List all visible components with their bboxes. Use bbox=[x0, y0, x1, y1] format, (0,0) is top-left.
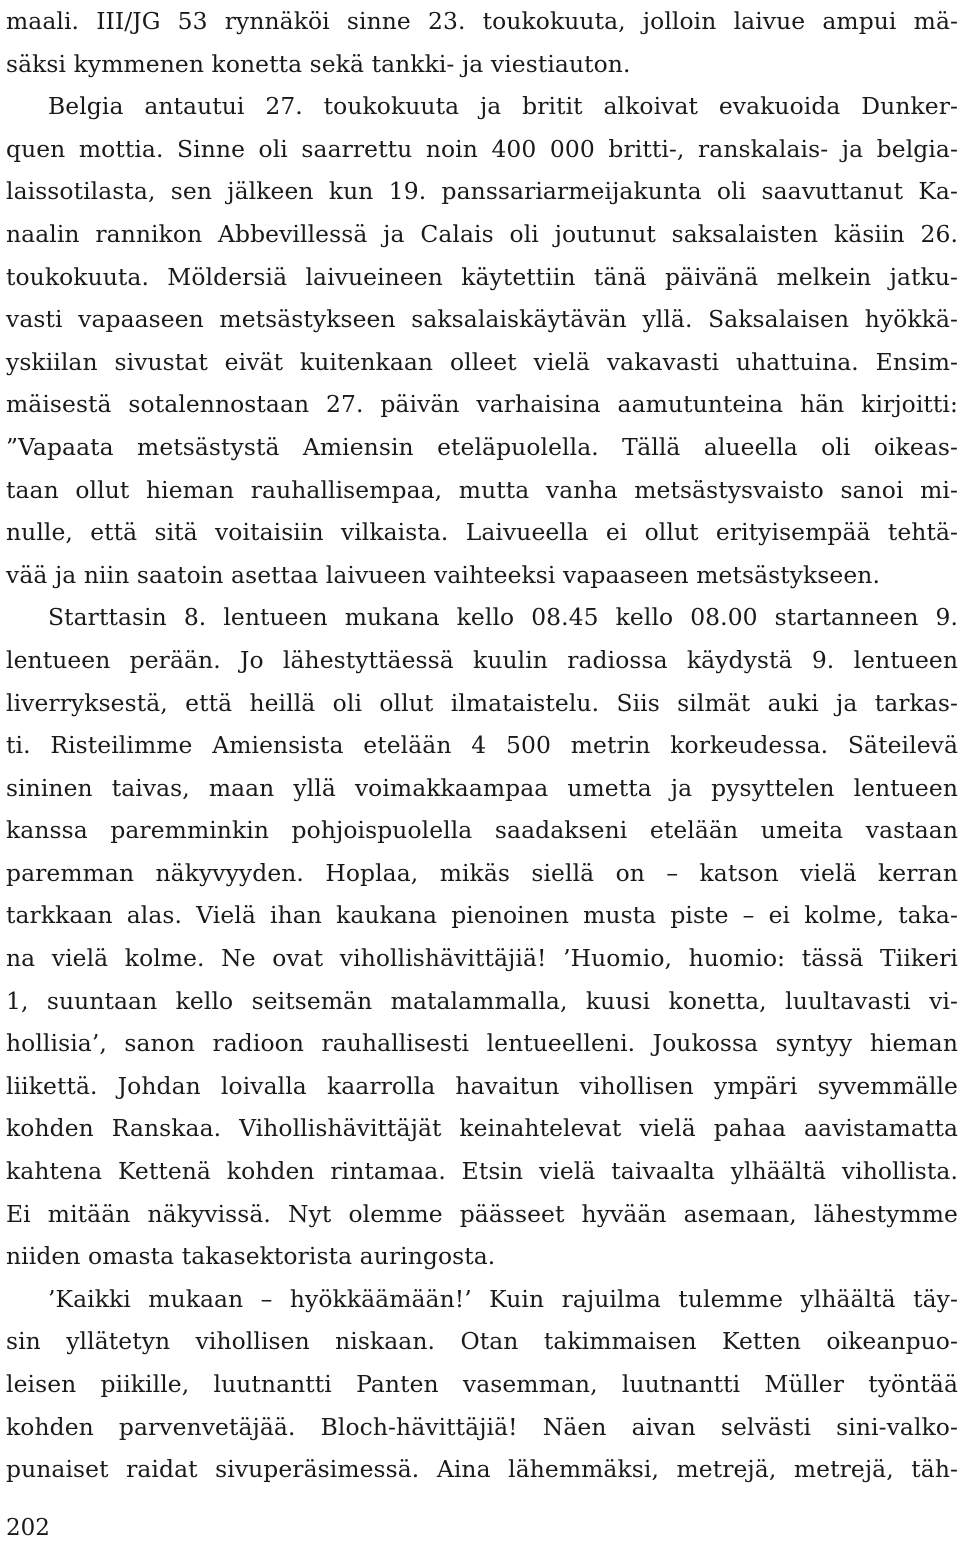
text-line: 1, suuntaan kello seitsemän matalammalla, kuusi konetta, luultavasti vi- bbox=[6, 986, 958, 1015]
text-line: Belgia antautui 27. toukokuuta ja britit alkoivat evakuoida Dunker- bbox=[48, 92, 958, 121]
text-line: kahtena Kettenä kohden rintamaa. Etsin vielä taivaalta ylhäältä vihollista. bbox=[6, 1157, 958, 1186]
text-line: naalin rannikon Abbevillessä ja Calais oli joutunut saksalaisten käsiin 26. bbox=[6, 219, 958, 248]
text-line: punaiset raidat sivuperäsimessä. Aina lähemmäksi, metrejä, metrejä, täh- bbox=[6, 1455, 958, 1484]
text-line: niiden omasta takasektorista auringosta. bbox=[6, 1242, 496, 1271]
text-line: Starttasin 8. lentueen mukana kello 08.45 kello 08.00 startanneen 9. bbox=[48, 603, 958, 632]
text-line: Ei mitään näkyvissä. Nyt olemme päässeet hyvään asemaan, lähestymme bbox=[6, 1199, 958, 1228]
text-line: liikettä. Johdan loivalla kaarrolla havaitun vihollisen ympäri syvemmälle bbox=[6, 1071, 958, 1100]
text-line: säksi kymmenen konetta sekä tankki- ja viestiauton. bbox=[6, 49, 631, 78]
text-line: vää ja niin saatoin asettaa laivueen vaihteeksi vapaaseen metsästykseen. bbox=[6, 560, 880, 589]
text-line: sininen taivas, maan yllä voimakkaampaa umetta ja pysyttelen lentueen bbox=[6, 773, 958, 802]
text-line: vasti vapaaseen metsästykseen saksalaiskäytävän yllä. Saksalaisen hyökkä- bbox=[6, 305, 958, 334]
text-line: sin yllätetyn vihollisen niskaan. Otan takimmaisen Ketten oikeanpuo- bbox=[6, 1327, 958, 1356]
text-line: ”Vapaata metsästystä Amiensin eteläpuolella. Tällä alueella oli oikeas- bbox=[6, 432, 958, 461]
text-line: ’Kaikki mukaan – hyökkäämään!’ Kuin rajuilma tulemme ylhäältä täy- bbox=[48, 1284, 958, 1313]
body-text bbox=[6, 0, 958, 1491]
text-line: nulle, että sitä voitaisiin vilkaista. Laivueella ei ollut erityisempää tehtä- bbox=[6, 518, 958, 547]
text-line: laissotilasta, sen jälkeen kun 19. panssariarmeijakunta oli saavuttanut Ka- bbox=[6, 177, 958, 206]
text-line: mäisestä sotalennostaan 27. päivän varhaisina aamutunteina hän kirjoitti: bbox=[6, 390, 958, 419]
text-line: paremman näkyvyyden. Hoplaa, mikäs siellä on – katson vielä kerran bbox=[6, 858, 958, 887]
text-line: kanssa paremminkin pohjoispuolella saadakseni etelään umeita vastaan bbox=[6, 816, 958, 845]
text-line: hollisia’, sanon radioon rauhallisesti lentueelleni. Joukossa syntyy hieman bbox=[6, 1029, 958, 1058]
text-line: toukokuuta. Möldersiä laivueineen käytettiin tänä päivänä melkein jatku- bbox=[6, 262, 958, 291]
text-line: taan ollut hieman rauhallisempaa, mutta vanha metsästysvaisto sanoi mi- bbox=[6, 475, 958, 504]
text-line: yskiilan sivustat eivät kuitenkaan olleet vielä vakavasti uhattuina. Ensim- bbox=[6, 347, 958, 376]
text-line: na vielä kolme. Ne ovat vihollishävittäjiä! ’Huomio, huomio: tässä Tiikeri bbox=[6, 944, 958, 973]
text-line: liverryksestä, että heillä oli ollut ilmataistelu. Siis silmät auki ja tarkas- bbox=[6, 688, 958, 717]
text-line: kohden Ranskaa. Vihollishävittäjät keinahtelevat vielä pahaa aavistamatta bbox=[6, 1114, 958, 1143]
text-line: maali. III/JG 53 rynnäköi sinne 23. toukokuuta, jolloin laivue ampui mä- bbox=[6, 7, 958, 35]
text-line: quen mottia. Sinne oli saarrettu noin 400 000 britti-, ranskalais- ja belgia- bbox=[6, 134, 958, 163]
text-line: kohden parvenvetäjää. Bloch-hävittäjiä! Näen aivan selvästi sini-valko- bbox=[6, 1412, 958, 1441]
text-line: leisen piikille, luutnantti Panten vasemman, luutnantti Müller työntää bbox=[6, 1370, 958, 1398]
text-line: ti. Risteilimme Amiensista etelään 4 500 metrin korkeudessa. Säteilevä bbox=[6, 731, 958, 760]
text-line: tarkkaan alas. Vielä ihan kaukana pienoinen musta piste – ei kolme, taka- bbox=[6, 901, 958, 930]
page-number: 202 bbox=[6, 1515, 50, 1541]
text-line: lentueen perään. Jo lähestyttäessä kuulin radiossa käydystä 9. lentueen bbox=[6, 645, 958, 674]
